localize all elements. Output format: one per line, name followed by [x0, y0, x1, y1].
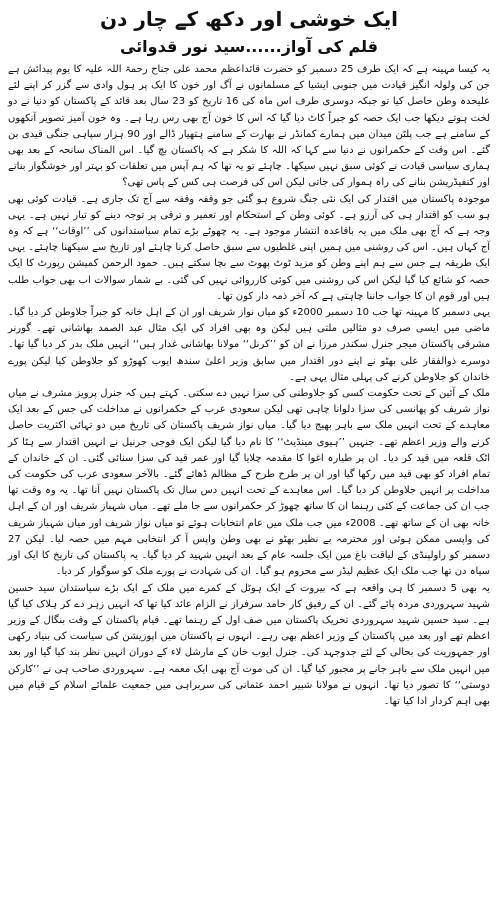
article-byline: قلم کی آواز......سید نور قدوائی: [119, 37, 379, 56]
article-paragraph: یہ بھی 5 دسمبر کا ہی واقعہ ہے کہ بیروت کے ایک ہوٹل کے کمرے میں ملک کے ایک بڑے سیاستدان سید حسین شہید سہروردی مردہ پائے گئے۔ ان کے رفیق کار حامد سرفراز نے الزام عائد کیا تھا کہ انہیں زہر دے کر ہلاک کیا گیا ہے۔ سید حسین شہید سہروردی تحریک پاکستان میں صف اول کے رہنما تھے۔ قیام پاکستان کے وقت بنگال کے وزیر اعظم تھے اور بعد میں پاکستان کے وزیر اعظم بھی رہے۔ انہوں نے پاکستان میں اپوزیشن کی سیاست کی بنیاد رکھی اور جمہوریت کی بحالی کے لئے جدوجہد کی۔ جنرل ایوب خان کے مارشل لاء کے دوران انہیں نظر بند کیا گیا اور بعد میں انہیں ملک سے باہر جانے پر مجبور کیا گیا۔ ان کی موت آج بھی ایک معمہ ہے۔ سہروردی صاحب ہی نے ’’کارکن دوستی‘‘ کا تصور دیا تھا۔ انہوں نے مولانا شبیر احمد عثمانی کی سربراہی میں جمعیت علمائے اسلام کے قیام میں بھی اہم کردار ادا کیا تھا۔: [8, 582, 490, 707]
article-headline: ایک خوشی اور دکھ کے چار دن: [100, 7, 398, 31]
article-paragraph: یہ کیسا مہینہ ہے کہ ایک طرف 25 دسمبر کو حضرت قائداعظم محمد علی جناح رحمۃ اللہ علیہ کا یوم پیدائش ہے جن کی ولولہ انگیز قیادت میں جنوبی ایشیا کے مسلمانوں نے آگ اور خون کا ایک پر ہول وادی سے گزر کر اپنے لئے علیحدہ وطن حاصل کیا تو جبکہ دوسری طرف اس ماہ کی 16 تاریخ کو 23 سال بعد قائد کے پاکستان کو دنیا نے دو لخت ہوتے دیکھا جب ایک حصہ کو جبراً کاٹ دیا گیا کہ اس کا خون آج بھی رس رہا ہے۔ وہ خون آمیز تصویر آنکھوں کے سامنے ہے جب پلٹن میدان میں ہمارے کمانڈر نے بھارت کے سامنے ہتھیار ڈالے اور 90 ہزار سپاہی جنگی قیدی بن گئے۔ اس وقت کے حکمرانوں نے دنیا سے کہا کہ اللہ کا شکر ہے کہ پاکستان بچ گیا۔ اس المناک سانحہ کے بعد بھی ہماری سیاسی قیادت نے کوئی سبق نہیں سیکھا۔ چاہئے تو یہ تھا کہ ہم آپس میں تعلقات کو بہتر اور خوشگوار بناتے اور کنفیڈریشن بنانے کی راہ ہموار کی جاتی لیکن اس کی فرصت ہی کس کے پاس تھی؟: [8, 64, 491, 189]
article-paragraph: یہی دسمبر کا مہینہ تھا جب 10 دسمبر 2000ء کو میاں نواز شریف اور ان کے اہل خانہ کو جبراً جلاوطن کر دیا گیا۔ ماضی میں ایسی صرف دو مثالیں ملتی ہیں لیکن وہ بھی افراد کی ایک مثال عبد الصمد بھاشانی تھے۔ گورنر مشرقی پاکستان میجر جنرل سکندر مرزا نے ان کو ’’کرنل‘‘ مولانا بھاشانی غدار ہیں‘‘ انہیں ملک بدر کر دیا گیا تھا۔ دوسرے ذوالفقار علی بھٹو نے اپنے دور اقتدار میں سابق وزیر اعلیٰ سندھ ایوب کھوڑو کو جلاوطن کیا لیکن پورے خاندان کو جلاوطن کرنے کی پہلی مثال یہی ہے۔: [8, 307, 491, 383]
article-paragraph: ملک کے آئین کے تحت حکومت کسی کو جلاوطنی کی سزا نہیں دے سکتی۔ کہتے ہیں کہ جنرل پرویز مشرف نے میاں نواز شریف کو پھانسی کی سزا دلوانا چاہی تھی لیکن سعودی عرب کے حکمرانوں نے مداخلت کی جس کے بعد ایک معاہدے کے تحت انہیں ملک سے باہر بھیج دیا گیا۔ میاں نواز شریف پاکستان کی تاریخ میں دو تہائی اکثریت حاصل کرنے والے وزیر اعظم تھے۔ جنہیں ’’ہیوی مینڈیٹ‘‘ کا نام دیا گیا لیکن ایک فوجی جرنیل نے انہیں اقتدار سے ہٹا کر اٹک قلعہ میں قید کر دیا۔ ان پر طیارہ اغوا کا مقدمہ چلایا گیا اور عمر قید کی سزا سنائی گئی۔ ان کے خاندان کے تمام افراد کو بھی قید میں رکھا گیا اور ان پر طرح طرح کے مظالم ڈھائے گئے۔ بالآخر سعودی عرب کی حکومت کی مداخلت پر انہیں جلاوطن کر دیا گیا۔ اس معاہدے کے تحت انہیں دس سال تک پاکستان نہیں آنا تھا۔ یہ وہ وقت تھا جب ان کی جماعت کے کئی رہنما ان کا ساتھ چھوڑ کر حکمرانوں سے جا ملے تھے۔ میاں شہباز شریف اور ان کے اہل خانہ بھی ان کے ساتھ تھے۔ 2008ء میں جب ملک میں عام انتخابات ہوئے تو میاں نواز شریف اور میاں شہباز شریف کی واپسی ممکن ہوئی اور محترمہ بے نظیر بھٹو نے بھی وطن واپس آ کر انتخابی مہم میں حصہ لیا۔ لیکن 27 دسمبر کو راولپنڈی کے لیاقت باغ میں ایک جلسہ عام کے بعد انہیں شہید کر دیا گیا۔ یہ پاکستان کی تاریخ کا ایک اور سیاہ دن تھا جب ملک ایک عظیم لیڈر سے محروم ہو گیا۔ ان کی شہادت نے پورے ملک کو سوگوار کر دیا۔: [8, 388, 490, 578]
article-paragraph: موجودہ پاکستان میں اقتدار کی ایک نئی جنگ شروع ہو گئی جو وقفہ وقفہ سے آج تک جاری ہے۔ قیادت کوئی بھی ہو سب کو اقتدار ہی کی آرزو ہے۔ کوئی وطن کے استحکام اور تعمیر و ترقی پر توجہ دینے کو تیار نہیں ہے۔ یہی وجہ ہے کہ آج بھی ملک میں یہ باقاعدہ انتشار موجود ہے۔ یہ چھوٹے بڑے تمام سیاستدانوں کی ’’اوقات‘‘ ہے کہ وہ آج کہاں ہیں۔ اس کی روشنی میں ہمیں اپنی غلطیوں سے سبق حاصل کرنا چاہئے اور تاریخ سے سیکھنا چاہئے۔ یہی ایک طریقہ ہے جس سے ہم اپنے وطن کو مزید ٹوٹ پھوٹ سے بچا سکتے ہیں۔ حمود الرحمن کمیشن رپورٹ کا ایک حصہ کو شائع کیا گیا لیکن اس کی روشنی میں کوئی کارروائی نہیں کی گئی۔ بے شمار سوالات اب بھی جواب طلب ہیں اور قوم ان کا جواب جاننا چاہتی ہے کہ آخر ذمہ دار کون تھا۔: [8, 193, 490, 302]
article-body: [8, 62, 490, 710]
